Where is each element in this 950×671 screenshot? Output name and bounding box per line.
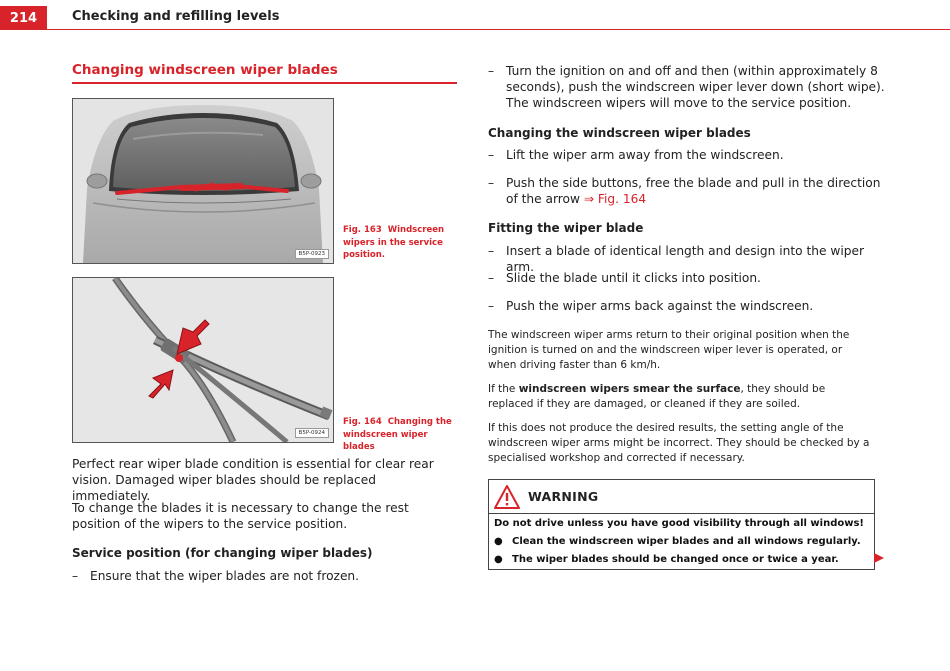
list-item: – Push the side buttons, free the blade and pull in the direction of the arrow ⇒ Fig. 164 bbox=[488, 176, 881, 206]
figure-163-code: B5P-0923 bbox=[295, 249, 329, 259]
note-setting-angle: If this does not produce the desired results, the setting angle of the windscreen wiper arms might be incorrect. They should be checked by a specialised workshop and corrected if necessary. bbox=[488, 422, 870, 464]
service-position-paragraph: To change the blades it is necessary to change the rest position of the wipers to the service position. bbox=[72, 501, 409, 531]
figure-164-number: Fig. 164 bbox=[343, 417, 382, 427]
note-return-position: The windscreen wiper arms return to their original position when the ignition is turned on and the windscreen wiper lever is operated, or when driving faster than 6 km/h. bbox=[488, 329, 850, 371]
list-item: – Ensure that the wiper blades are not frozen. bbox=[72, 569, 360, 583]
warning-bullet: ● The wiper blades should be changed once or twice a year. bbox=[494, 554, 839, 565]
figure-163-caption-text: Windscreen wipers in the service position. bbox=[343, 225, 445, 260]
figure-163-number: Fig. 163 bbox=[343, 225, 382, 235]
warning-triangle-icon bbox=[494, 485, 520, 509]
figure-164-image bbox=[72, 277, 334, 443]
figure-164-caption bbox=[343, 416, 461, 454]
service-position-heading: Service position (for changing wiper blades) bbox=[72, 546, 373, 560]
warning-label: WARNING bbox=[528, 489, 599, 504]
fitting-blade-heading: Fitting the wiper blade bbox=[488, 221, 644, 235]
page-number: 214 bbox=[0, 6, 47, 30]
wiper-blade-illustration bbox=[73, 278, 333, 442]
chapter-title: Checking and refilling levels bbox=[72, 9, 280, 24]
figure-164-code: B5P-0924 bbox=[295, 428, 329, 438]
figure-164-link[interactable]: ⇒ Fig. 164 bbox=[583, 192, 647, 206]
warning-header bbox=[489, 480, 874, 514]
list-item: – Insert a blade of identical length and design into the wiper arm. bbox=[488, 244, 864, 274]
figure-163-image bbox=[72, 98, 334, 264]
header-rule bbox=[0, 29, 950, 30]
note-smear: If the windscreen wipers smear the surface, they should be replaced if they are damaged, or cleaned if they are soiled. bbox=[488, 383, 826, 410]
list-item: – Push the wiper arms back against the windscreen. bbox=[488, 299, 814, 313]
car-front-illustration bbox=[73, 99, 333, 263]
warning-bullet: ● Clean the windscreen wiper blades and all windows regularly. bbox=[494, 536, 861, 547]
intro-paragraph: Perfect rear wiper blade condition is essential for clear rear vision. Damaged wiper blades should be replaced immediately. bbox=[72, 457, 434, 503]
changing-blades-heading: Changing the windscreen wiper blades bbox=[488, 126, 751, 140]
section-title: Changing windscreen wiper blades bbox=[72, 62, 338, 78]
warning-box bbox=[488, 479, 875, 570]
figure-164-caption-text: Changing the windscreen wiper blades bbox=[343, 417, 452, 452]
list-item: – Turn the ignition on and off and then (within approximately 8 seconds), push the windscreen wiper lever down (short wipe). The windscreen wipers will move to the service position. bbox=[488, 64, 885, 110]
continue-arrow-icon bbox=[874, 553, 884, 563]
list-item: – Slide the blade until it clicks into position. bbox=[488, 271, 761, 285]
section-rule bbox=[72, 82, 457, 84]
list-item: – Lift the wiper arm away from the windscreen. bbox=[488, 148, 784, 162]
warning-line: Do not drive unless you have good visibility through all windows! bbox=[494, 518, 864, 529]
figure-163-caption bbox=[343, 224, 455, 262]
